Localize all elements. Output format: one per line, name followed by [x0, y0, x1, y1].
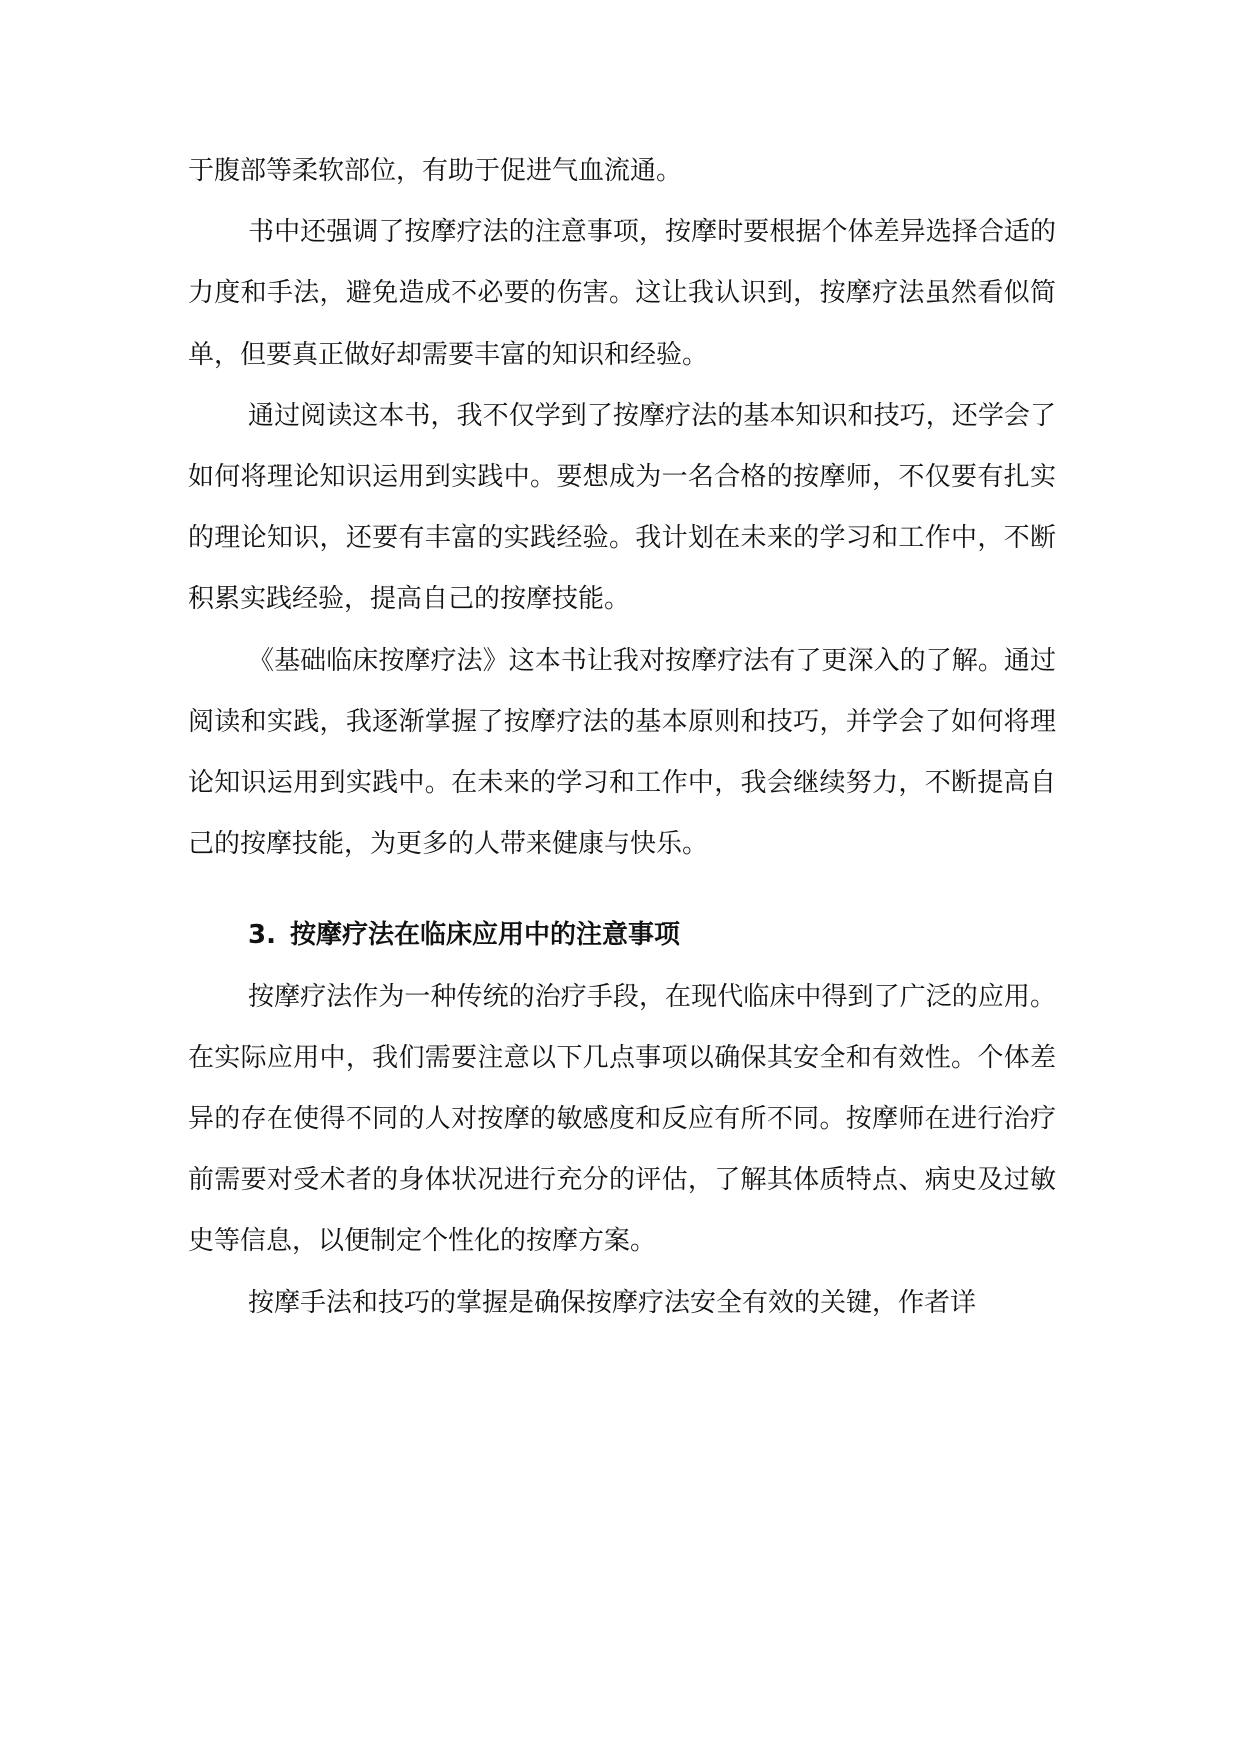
section-title: 按摩疗法在临床应用中的注意事项 — [289, 920, 680, 951]
section-heading — [188, 905, 1056, 966]
paragraph: 按摩手法和技巧的掌握是确保按摩疗法安全有效的关键，作者详 — [248, 1287, 977, 1318]
paragraph: 按摩疗法作为一种传统的治疗手段，在现代临床中得到了广泛的应用。在实际应用中，我们需要注意以下几点事项以确保其安全和有效性。个体差异的存在使得不同的人对按摩的敏感度和反应有所不同。按摩师在进行治疗前需要对受术者的身体状况进行充分的评估，了解其体质特点、病史及过敏史等信息，以便制定个性化的按摩方案。 — [188, 981, 1056, 1257]
paragraph: 于腹部等柔软部位，有助于促进气血流通。 — [188, 156, 683, 186]
document-body — [188, 141, 1056, 1334]
paragraph: 《基础临床按摩疗法》这本书让我对按摩疗法有了更深入的了解。通过阅读和实践，我逐渐掌握了按摩疗法的基本原则和技巧，并学会了如何将理论知识运用到实践中。在未来的学习和工作中，我会继续努力，不断提高自己的按摩技能，为更多的人带来健康与快乐。 — [188, 645, 1056, 860]
paragraph: 通过阅读这本书，我不仅学到了按摩疗法的基本知识和技巧，还学会了如何将理论知识运用到实践中。要想成为一名合格的按摩师，不仅要有扎实的理论知识，还要有丰富的实践经验。我计划在未来的学习和工作中，不断积累实践经验，提高自己的按摩技能。 — [188, 400, 1056, 615]
paragraph: 书中还强调了按摩疗法的注意事项，按摩时要根据个体差异选择合适的力度和手法，避免造成不必要的伤害。这让我认识到，按摩疗法虽然看似简单，但要真正做好却需要丰富的知识和经验。 — [188, 217, 1056, 370]
section-number: 3. — [248, 920, 276, 951]
